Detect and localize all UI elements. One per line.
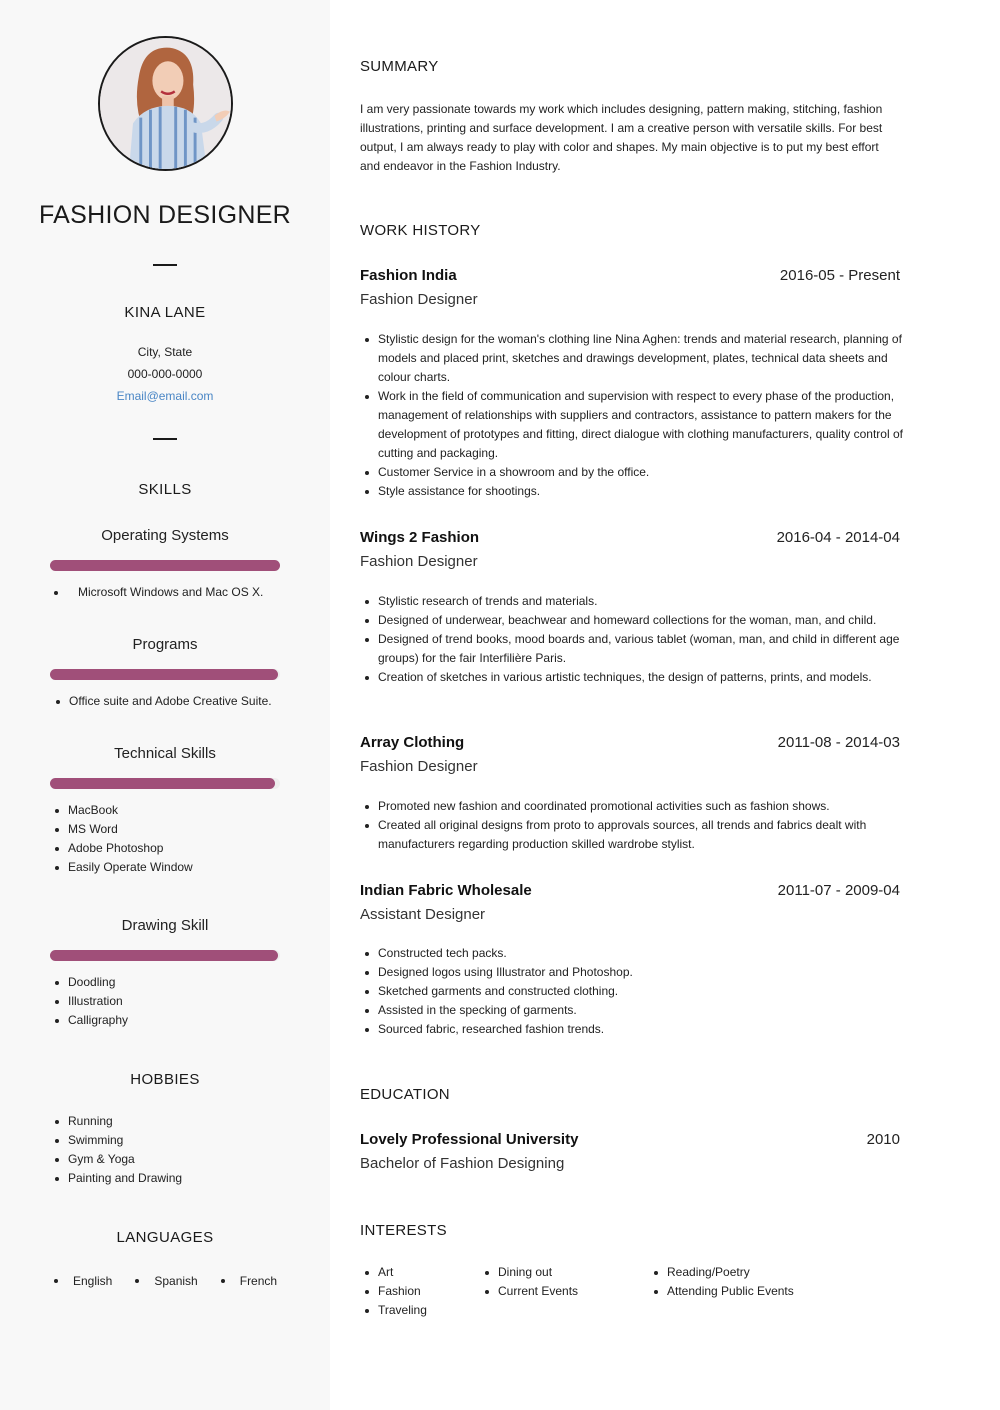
interests-column <box>498 1263 578 1301</box>
list-item: Sourced fabric, researched fashion trends. <box>378 1020 903 1039</box>
list-item: Fashion <box>378 1282 427 1301</box>
hobbies-heading: HOBBIES <box>130 1071 200 1088</box>
list-item: Swimming <box>68 1131 182 1150</box>
list-item: Office suite and Adobe Creative Suite. <box>69 692 272 711</box>
company-name: Indian Fabric Wholesale <box>360 882 532 899</box>
list-item: Dining out <box>498 1263 578 1282</box>
list-item: Gym & Yoga <box>68 1150 182 1169</box>
list-item: Promoted new fashion and coordinated promotional activities such as fashion shows. <box>378 797 903 816</box>
job-header <box>360 882 900 900</box>
skill-items <box>68 973 128 1030</box>
list-item: Easily Operate Window <box>68 858 193 877</box>
list-item: Calligraphy <box>68 1011 128 1030</box>
skill-bar-fill <box>50 778 275 789</box>
graduation-year: 2010 <box>866 1131 900 1148</box>
phone: 000-000-0000 <box>127 367 203 381</box>
interests-column <box>667 1263 794 1301</box>
list-item: Doodling <box>68 973 128 992</box>
list-item: Designed of underwear, beachwear and homeward collections for the woman, man, and child. <box>378 611 908 630</box>
list-item: Running <box>68 1112 182 1131</box>
company-name: Array Clothing <box>360 734 465 751</box>
skill-group-name: Drawing Skill <box>121 917 209 934</box>
list-item: Designed of trend books, mood boards and, various tablet (woman, man, and child in different age groups) for the fair Interfilière Paris. <box>378 630 908 668</box>
list-item: Style assistance for shootings. <box>378 482 903 501</box>
language-item: Spanish <box>131 1273 197 1289</box>
main-content <box>330 0 1000 1410</box>
list-item: Adobe Photoshop <box>68 839 193 858</box>
skill-bar <box>50 560 280 571</box>
work-history-heading: WORK HISTORY <box>360 222 481 239</box>
job-bullets <box>378 330 903 501</box>
job-dates: 2016-04 - 2014-04 <box>776 529 900 546</box>
job-dates: 2011-07 - 2009-04 <box>777 882 900 899</box>
list-item: Stylistic research of trends and materials. <box>378 592 908 611</box>
skills-heading: SKILLS <box>138 481 192 498</box>
profile-photo <box>98 36 233 171</box>
list-item: MacBook <box>68 801 193 820</box>
list-item: Designed logos using Illustrator and Photoshop. <box>378 963 903 982</box>
job-bullets <box>378 944 903 1039</box>
list-item: Attending Public Events <box>667 1282 794 1301</box>
skill-bar-fill <box>50 669 278 680</box>
hobbies-list <box>68 1112 182 1188</box>
interests-heading: INTERESTS <box>360 1222 447 1239</box>
job-role: Assistant Designer <box>360 906 486 923</box>
list-item: Work in the field of communication and supervision with respect to every phase of the production, management of relationships with suppliers and contractors, assistance to pattern makers for the development of prototypes and fitting, direct dialogue with clothing manufacturers, quality control of cutting and packaging. <box>378 387 903 463</box>
job-bullets <box>378 797 903 854</box>
list-item: Traveling <box>378 1301 427 1320</box>
list-item: Painting and Drawing <box>68 1169 182 1188</box>
job-header <box>360 734 900 752</box>
skill-items <box>69 692 272 711</box>
list-item: Stylistic design for the woman's clothing line Nina Aghen: trends and material research, planning of models and placed print, sketches and drawings development, plates, technical data sheets and colour charts. <box>378 330 903 387</box>
location: City, State <box>137 345 193 359</box>
language-item: English <box>50 1273 112 1289</box>
languages-heading: LANGUAGES <box>116 1229 214 1246</box>
school-name: Lovely Professional University <box>360 1131 579 1148</box>
job-dates: 2016-05 - Present <box>779 267 900 284</box>
education-header <box>360 1131 900 1149</box>
skill-bar-fill <box>50 560 280 571</box>
skill-group-name: Operating Systems <box>101 527 229 544</box>
list-item: MS Word <box>68 820 193 839</box>
skill-bar <box>50 669 280 680</box>
email-link[interactable]: Email@email.com <box>116 389 214 403</box>
languages-list <box>50 1273 296 1289</box>
skill-bar <box>50 950 280 961</box>
degree: Bachelor of Fashion Designing <box>360 1155 565 1172</box>
skill-bar <box>50 778 280 789</box>
job-dates: 2011-08 - 2014-03 <box>777 734 900 751</box>
job-title: FASHION DESIGNER <box>38 201 292 229</box>
list-item: Reading/Poetry <box>667 1263 794 1282</box>
job-role: Fashion Designer <box>360 758 478 775</box>
job-header <box>360 267 900 285</box>
list-item: Creation of sketches in various artistic techniques, the design of patterns, prints, and models. <box>378 668 908 687</box>
divider <box>153 264 177 266</box>
list-item: Illustration <box>68 992 128 1011</box>
company-name: Wings 2 Fashion <box>360 529 480 546</box>
list-item: Assisted in the specking of garments. <box>378 1001 903 1020</box>
profile-photo-illustration <box>100 38 231 169</box>
language-item: French <box>217 1273 277 1289</box>
education-heading: EDUCATION <box>360 1086 450 1103</box>
divider <box>153 438 177 440</box>
summary-text: I am very passionate towards my work which includes designing, pattern making, stitching, fashion illustrations, printing and surface development. I am a creative person with versatile skills. For best output, I am always ready to play with color and shapes. My main objective is to put my best effort and endeavor in the Fashion Industry. <box>360 102 883 173</box>
summary-heading: SUMMARY <box>360 58 439 75</box>
skill-group-name: Technical Skills <box>114 745 216 762</box>
job-bullets <box>378 592 908 687</box>
skill-bar-fill <box>50 950 278 961</box>
list-item: Customer Service in a showroom and by the office. <box>378 463 903 482</box>
job-role: Fashion Designer <box>360 291 478 308</box>
skill-items <box>68 801 193 877</box>
candidate-name: KINA LANE <box>124 304 206 321</box>
company-name: Fashion India <box>360 267 457 284</box>
skill-items <box>78 583 263 602</box>
list-item: Created all original designs from proto to approvals sources, all trends and fabrics dealt with manufacturers regarding production skilled wardrobe stylist. <box>378 816 903 854</box>
job-header <box>360 529 900 547</box>
list-item: Constructed tech packs. <box>378 944 903 963</box>
list-item: Sketched garments and constructed clothing. <box>378 982 903 1001</box>
list-item: Art <box>378 1263 427 1282</box>
job-role: Fashion Designer <box>360 553 478 570</box>
skill-group-name: Programs <box>132 636 198 653</box>
list-item: Microsoft Windows and Mac OS X. <box>78 583 263 602</box>
sidebar <box>0 0 330 1410</box>
interests-column <box>378 1263 427 1320</box>
list-item: Current Events <box>498 1282 578 1301</box>
